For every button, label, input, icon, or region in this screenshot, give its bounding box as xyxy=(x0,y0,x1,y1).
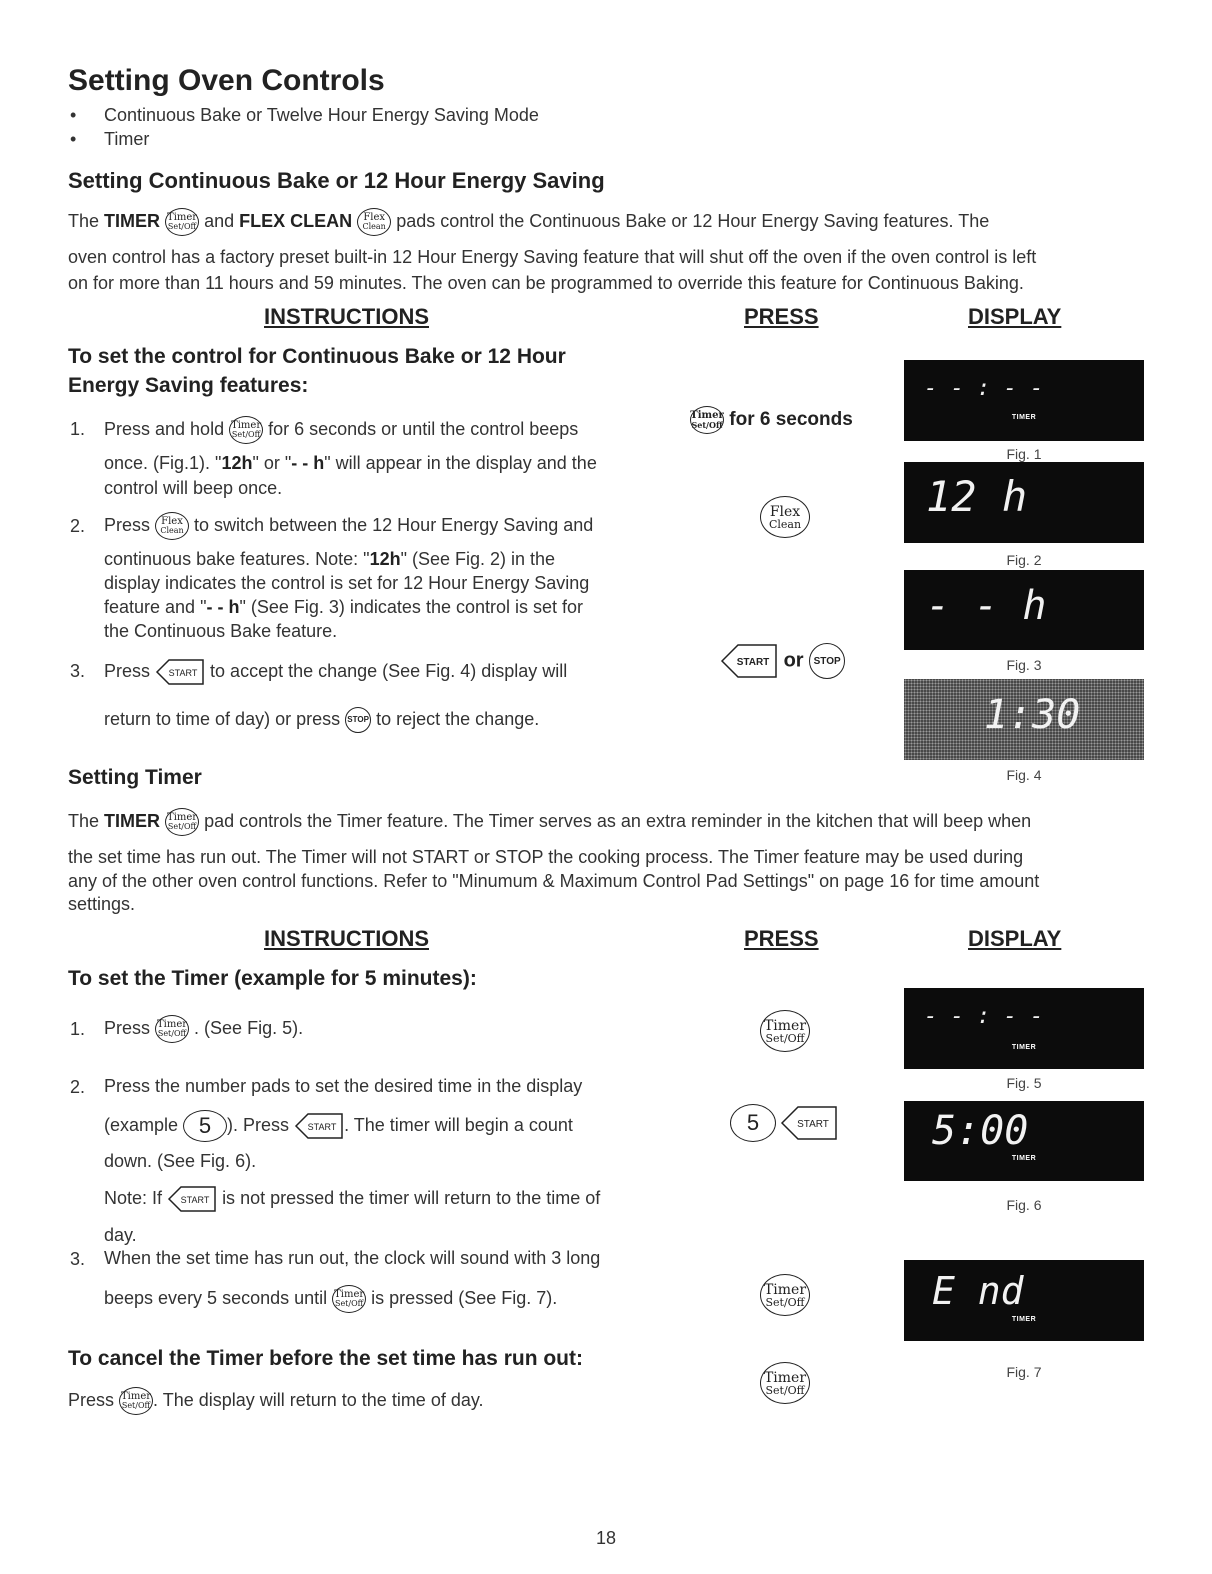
step-text xyxy=(104,1285,557,1313)
figure-caption: Fig. 7 xyxy=(1006,1364,1042,1380)
step-text: once. (Fig.1). "12h" or "- - h" will appear in the display and the xyxy=(104,453,597,473)
text: Press xyxy=(68,1389,115,1410)
step-text xyxy=(104,416,578,444)
timer-pad-icon: Timer Set/Off xyxy=(332,1285,366,1313)
stop-pad-icon: STOP xyxy=(345,707,371,733)
display-panel-fig5 xyxy=(904,988,1144,1069)
intro-paragraph xyxy=(68,208,989,236)
step-text: the Continuous Bake feature. xyxy=(104,621,338,641)
step-number: 2. xyxy=(70,516,86,536)
step-text xyxy=(104,512,593,540)
timer-pad-icon: Timer Set/Off xyxy=(165,208,199,236)
text: pads control the Continuous Bake or 12 Hour Energy Saving features. The xyxy=(396,210,990,231)
step-text xyxy=(104,657,567,687)
step-number: 3. xyxy=(70,1249,86,1269)
text: to reject the change. xyxy=(376,709,540,729)
step-text xyxy=(104,1110,573,1142)
display-panel-fig6 xyxy=(904,1101,1144,1181)
page-title: Setting Oven Controls xyxy=(68,64,385,97)
step-number: 1. xyxy=(70,1019,86,1039)
text: Press and hold xyxy=(104,418,225,439)
step-text: Press the number pads to set the desired time in the display xyxy=(104,1076,583,1096)
press-5-start xyxy=(730,1104,838,1142)
task-heading: Energy Saving features: xyxy=(68,374,309,397)
timer-indicator: TIMER xyxy=(1011,1316,1037,1323)
step-text: down. (See Fig. 6). xyxy=(104,1151,257,1171)
task-heading: To set the control for Continuous Bake or 12 Hour xyxy=(68,345,566,368)
start-pad-icon xyxy=(167,1184,217,1214)
press-timer xyxy=(760,1274,810,1316)
display-readout: 5:00 xyxy=(932,1108,1029,1154)
flex-clean-pad-icon: Flex Clean xyxy=(155,512,189,540)
text: TIMER xyxy=(104,810,161,831)
text: to accept the change (See Fig. 4) display will xyxy=(210,660,568,681)
bullet-marker: • xyxy=(70,129,77,149)
press-timer xyxy=(760,1010,810,1052)
text: for 6 seconds xyxy=(729,409,853,431)
display-panel-fig3 xyxy=(904,570,1144,650)
step-number: 2. xyxy=(70,1077,86,1097)
number-5-pad-icon: 5 xyxy=(183,1110,227,1142)
timer-pad-icon: Timer Set/Off xyxy=(690,406,724,434)
intro-line: the set time has run out. The Timer will not START or STOP the cooking process. The Timer feature may be used during xyxy=(68,847,1024,867)
intro-line: any of the other oven control functions. Refer to "Minumum & Maximum Control Pad Settings" on page 16 for time amount xyxy=(68,871,1040,891)
figure-caption: Fig. 4 xyxy=(1006,767,1042,783)
column-header-instructions: INSTRUCTIONS xyxy=(264,304,429,329)
display-panel-fig7 xyxy=(904,1260,1144,1341)
stop-pad-icon: STOP xyxy=(809,643,845,679)
start-pad-icon xyxy=(155,657,205,687)
text: for 6 seconds or until the control beeps xyxy=(268,418,579,439)
intro-paragraph xyxy=(68,808,1031,836)
section-heading: Setting Timer xyxy=(68,766,202,789)
timer-indicator: TIMER xyxy=(1011,1155,1037,1162)
step-note xyxy=(104,1184,600,1214)
step-text: continuous bake features. Note: "12h" (See Fig. 2) in the xyxy=(104,549,556,569)
timer-pad-icon: Timer Set/Off xyxy=(165,808,199,836)
display-readout: - - : - - xyxy=(924,376,1044,401)
flex-clean-pad-icon: Flex Clean xyxy=(760,496,810,538)
timer-pad-icon: Timer Set/Off xyxy=(229,416,263,444)
text: TIMER xyxy=(104,210,161,231)
step-number: 3. xyxy=(70,661,86,681)
text: return to time of day) or press xyxy=(104,709,341,729)
text: Press xyxy=(104,1017,151,1038)
text: is pressed (See Fig. 7). xyxy=(371,1287,558,1308)
svg-text:START: START xyxy=(307,1122,337,1132)
text: (example xyxy=(104,1114,179,1135)
press-flex-clean xyxy=(760,496,810,538)
display-readout: - - h xyxy=(926,583,1047,629)
flex-clean-pad-icon: Flex Clean xyxy=(357,208,391,236)
text: . The timer will begin a count xyxy=(344,1114,573,1135)
text: pad controls the Timer feature. The Timer serves as an extra reminder in the kitchen that will beep when xyxy=(204,810,1032,831)
bullet-item: Continuous Bake or Twelve Hour Energy Saving Mode xyxy=(104,105,539,125)
task-heading: To set the Timer (example for 5 minutes): xyxy=(68,967,477,990)
column-header-instructions: INSTRUCTIONS xyxy=(264,926,429,951)
page-number: 18 xyxy=(595,1528,617,1548)
timer-pad-icon: Timer Set/Off xyxy=(119,1387,153,1415)
step-text xyxy=(68,1387,484,1415)
display-panel-fig4 xyxy=(904,679,1144,760)
text: Press xyxy=(104,660,151,681)
svg-text:START: START xyxy=(180,1195,210,1205)
text: Press xyxy=(104,514,151,535)
column-header-press: PRESS xyxy=(744,926,819,951)
step-text xyxy=(104,1015,303,1043)
svg-text:START: START xyxy=(736,657,770,668)
text: . (See Fig. 5). xyxy=(194,1017,304,1038)
figure-caption: Fig. 5 xyxy=(1006,1075,1042,1091)
column-header-display: DISPLAY xyxy=(968,304,1062,329)
timer-pad-icon: Timer Set/Off xyxy=(760,1362,810,1404)
timer-pad-icon: Timer Set/Off xyxy=(760,1274,810,1316)
display-readout: 12 h xyxy=(926,472,1028,521)
text: The xyxy=(68,810,100,831)
text: . The display will return to the time of day. xyxy=(153,1389,484,1410)
timer-pad-icon: Timer Set/Off xyxy=(155,1015,189,1043)
bullet-marker: • xyxy=(70,105,77,125)
timer-indicator: TIMER xyxy=(1011,1044,1037,1051)
text: Note: If xyxy=(104,1187,163,1208)
display-readout: - - : - - xyxy=(924,1004,1044,1029)
text: The xyxy=(68,210,100,231)
text: FLEX CLEAN xyxy=(239,210,353,231)
text: and xyxy=(204,210,235,231)
intro-line: settings. xyxy=(68,894,136,914)
display-panel-fig2 xyxy=(904,462,1144,543)
start-pad-icon xyxy=(720,642,778,680)
intro-line: on for more than 11 hours and 59 minutes. The oven can be programmed to override this feature for Continuous Baking. xyxy=(68,273,1024,293)
figure-caption: Fig. 2 xyxy=(1006,552,1042,568)
start-pad-icon xyxy=(780,1104,838,1142)
figure-caption: Fig. 1 xyxy=(1006,446,1042,462)
svg-text:START: START xyxy=(797,1119,830,1130)
display-readout: E nd xyxy=(932,1269,1024,1313)
press-timer xyxy=(760,1362,810,1404)
step-number: 1. xyxy=(70,419,86,439)
press-start-or-stop xyxy=(720,642,845,680)
step-text xyxy=(104,707,539,733)
step-text: When the set time has run out, the clock will sound with 3 long xyxy=(104,1248,601,1268)
start-pad-icon xyxy=(294,1111,344,1141)
figure-caption: Fig. 6 xyxy=(1006,1197,1042,1213)
press-timer-6s xyxy=(690,406,853,434)
column-header-press: PRESS xyxy=(744,304,819,329)
bullet-item: Timer xyxy=(104,129,150,149)
display-readout: 1:30 xyxy=(984,692,1081,738)
intro-line: oven control has a factory preset built-in 12 Hour Energy Saving feature that will shut off the oven if the oven control is left xyxy=(68,247,1037,267)
figure-caption: Fig. 3 xyxy=(1006,657,1042,673)
text: is not pressed the timer will return to the time of xyxy=(222,1187,601,1208)
text: to switch between the 12 Hour Energy Saving and xyxy=(194,514,594,535)
step-text: display indicates the control is set for 12 Hour Energy Saving xyxy=(104,573,590,593)
svg-text:START: START xyxy=(168,668,198,678)
text: ). Press xyxy=(227,1114,290,1135)
timer-indicator: TIMER xyxy=(1011,414,1037,421)
text: or xyxy=(783,649,804,672)
step-text: control will beep once. xyxy=(104,478,283,498)
timer-pad-icon: Timer Set/Off xyxy=(760,1010,810,1052)
step-text: feature and "- - h" (See Fig. 3) indicates the control is set for xyxy=(104,597,584,617)
number-5-pad-icon: 5 xyxy=(730,1104,776,1142)
column-header-display: DISPLAY xyxy=(968,926,1062,951)
section-heading: Setting Continuous Bake or 12 Hour Energy Saving xyxy=(68,168,605,193)
step-text: day. xyxy=(104,1225,137,1245)
task-heading: To cancel the Timer before the set time has run out: xyxy=(68,1347,583,1370)
display-panel-fig1 xyxy=(904,360,1144,441)
text: beeps every 5 seconds until xyxy=(104,1287,328,1308)
